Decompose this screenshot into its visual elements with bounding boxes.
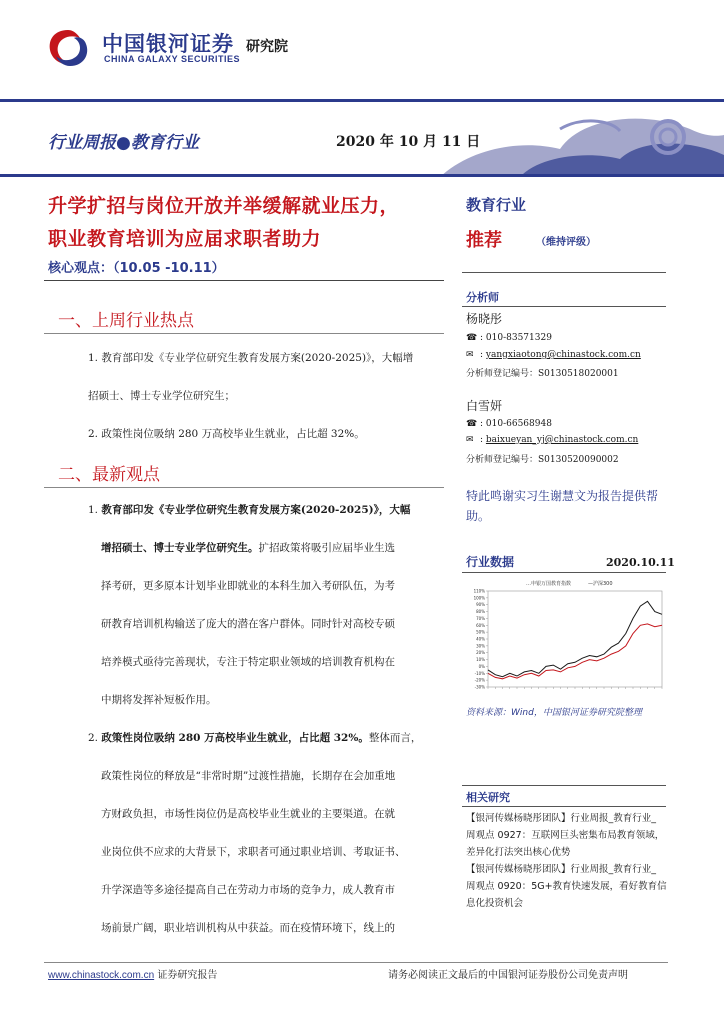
series-line-教育指数 [488, 601, 662, 676]
company-logo [44, 26, 314, 70]
headline-line-1: 升学扩招与岗位开放并举缓解就业压力， [48, 195, 400, 217]
y-tick-label: 110% [473, 588, 485, 594]
viewpoint-2-line-3: 方财政负担，市场性岗位仍是高校毕业生就业的主要渠道。在就 [101, 808, 395, 820]
viewpoint-1-line-5: 培养模式亟待完善现状，专注于特定职业领域的培训教育机构在 [101, 656, 395, 668]
viewpoint-2-line-5: 升学深造等多途径提高自己在劳动力市场的竞争力，成人教育市 [101, 884, 395, 896]
research-institute-label: 研究院 [246, 39, 288, 55]
chart-source: 资料来源：Wind，中国银河证券研究院整理 [466, 708, 642, 718]
headline-line-2: 职业教育培训为应届求职者助力 [48, 228, 322, 250]
mail-icon: ✉ [466, 350, 474, 360]
y-tick-label: -10% [474, 670, 485, 676]
y-tick-label: -30% [474, 684, 485, 690]
y-tick-label: 10% [476, 657, 485, 663]
y-tick-label: -20% [474, 677, 485, 683]
y-tick-label: 70% [476, 615, 485, 621]
hotspot-item-1-cont: 招硕士、博士专业学位研究生； [88, 390, 235, 402]
analyst-2-registration: 分析师登记编号：S0130520090002 [466, 455, 619, 465]
divider [44, 487, 444, 488]
analyst-1-registration: 分析师登记编号：S0130518020001 [466, 369, 619, 379]
hotspot-item-2: 2. 政策性岗位吸纳 280 万高校毕业生就业，占比超 32%。 [88, 428, 365, 440]
viewpoint-1-line-3: 择考研，更多原本计划毕业即就业的本科生加入考研队伍，为考 [101, 580, 395, 592]
core-viewpoint-label: 核心观点：（10.05 -10.11） [48, 261, 225, 276]
phone-icon: ☎ [466, 333, 478, 343]
sidebar-rating: 推荐 [466, 230, 502, 251]
industry-chart [466, 575, 666, 699]
thanks-line-2: 助。 [466, 509, 491, 523]
viewpoint-2-line-1: 2. 政策性岗位吸纳 280 万高校毕业生就业，占比超 32%。整体而言， [88, 732, 422, 744]
mail-icon: ✉ [466, 435, 474, 445]
related-item-2-line-2[interactable]: 周观点 0920：5G+教育快速发展，看好教育信 [466, 881, 667, 892]
legend-entry: —沪深300 [588, 581, 613, 587]
related-research-label: 相关研究 [466, 791, 510, 804]
viewpoint-1-line-2: 增招硕士、博士专业学位研究生。扩招政策将吸引应届毕业生选 [101, 542, 395, 554]
sidebar-industry: 教育行业 [466, 196, 527, 214]
viewpoint-1-line-4: 研教育培训机构输送了庞大的潜在客户群体。同时针对高校专硕 [101, 618, 395, 630]
y-tick-label: 20% [476, 650, 485, 656]
y-tick-label: 50% [476, 629, 485, 635]
galaxy-logo-icon [44, 26, 92, 70]
divider [462, 785, 666, 786]
legend-entry: …申银万国教育指数 [526, 581, 572, 587]
related-item-2-line-3[interactable]: 息化投资机会 [466, 898, 524, 909]
chart-date: 2020.10.11 [606, 556, 675, 569]
footer-disclaimer: 请务必阅读正文最后的中国银河证券股份公司免责声明 [388, 970, 628, 981]
analyst-label: 分析师 [466, 291, 499, 304]
y-tick-label: 100% [473, 595, 485, 601]
y-tick-label: 80% [476, 609, 485, 615]
chart-title: 行业数据 [466, 555, 515, 569]
viewpoint-2-line-4: 业岗位供不应求的大背景下，求职者可通过职业培训、考取证书、 [101, 846, 406, 858]
analyst-2-name: 白雪妍 [466, 399, 503, 413]
section-1-heading: 一、上周行业热点 [58, 311, 194, 331]
divider [462, 272, 666, 273]
viewpoint-1-line-1: 1. 教育部印发《专业学位研究生教育发展方案(2020-2025)》，大幅 [88, 504, 411, 516]
analyst-2-email[interactable]: ✉ : baixueyan_yj@chinastock.com.cn [466, 435, 639, 445]
sidebar-rating-note: （维持评级） [536, 237, 596, 248]
section-2-heading: 二、最新观点 [58, 465, 160, 485]
divider [462, 306, 666, 307]
footer-url-link[interactable]: www.chinastock.com.cn [48, 970, 155, 981]
divider [462, 806, 666, 807]
divider [44, 280, 444, 281]
analyst-1-name: 杨晓彤 [466, 312, 503, 326]
y-tick-label: 0% [478, 663, 485, 669]
logo-chinese-name: 中国银河证券 [102, 32, 234, 56]
chart-plot-area [488, 591, 662, 687]
related-item-1-line-2[interactable]: 周观点 0927：互联网巨头密集布局教育领域， [466, 830, 665, 841]
viewpoint-2-line-6: 场前景广阔，职业培训机构从中获益。而在疫情环境下，线上的 [101, 922, 395, 934]
hotspot-item-1: 1. 教育部印发《专业学位研究生教育发展方案(2020-2025)》，大幅增 [88, 352, 414, 364]
report-type-title: 行业周报●教育行业 [48, 133, 199, 153]
related-item-2-line-1[interactable]: 【银河传媒杨晓彤团队】行业周报_教育行业_ [466, 864, 657, 875]
analyst-1-phone: ☎ : 010-83571329 [466, 333, 552, 343]
viewpoint-2-line-2: 政策性岗位的释放是“非常时期”过渡性措施，长期存在会加重地 [101, 770, 396, 782]
viewpoint-1-line-6: 中期将发挥补短板作用。 [101, 694, 217, 706]
analyst-2-phone: ☎ : 010-66568948 [466, 419, 552, 429]
related-item-1-line-3[interactable]: 差异化打法突出核心优势 [466, 847, 571, 858]
y-tick-label: 60% [476, 622, 485, 628]
divider [462, 572, 666, 573]
footer-divider [44, 962, 668, 963]
phone-icon: ☎ [466, 419, 478, 429]
thanks-line-1: 特此鸣谢实习生谢慧文为报告提供帮 [466, 489, 659, 503]
divider [44, 333, 444, 334]
analyst-1-email[interactable]: ✉ : yangxiaotong@chinastock.com.cn [466, 350, 641, 360]
series-line-沪深300 [488, 624, 662, 679]
related-item-1-line-1[interactable]: 【银河传媒杨晓彤团队】行业周报_教育行业_ [466, 813, 657, 824]
y-tick-label: 40% [476, 636, 485, 642]
y-tick-label: 90% [476, 602, 485, 608]
y-tick-label: 30% [476, 643, 485, 649]
report-date: 2020 年 10 月 11 日 [336, 134, 481, 150]
logo-english-name: CHINA GALAXY SECURITIES [104, 54, 241, 64]
footer-left: www.chinastock.com.cn 证券研究报告 [48, 970, 218, 981]
